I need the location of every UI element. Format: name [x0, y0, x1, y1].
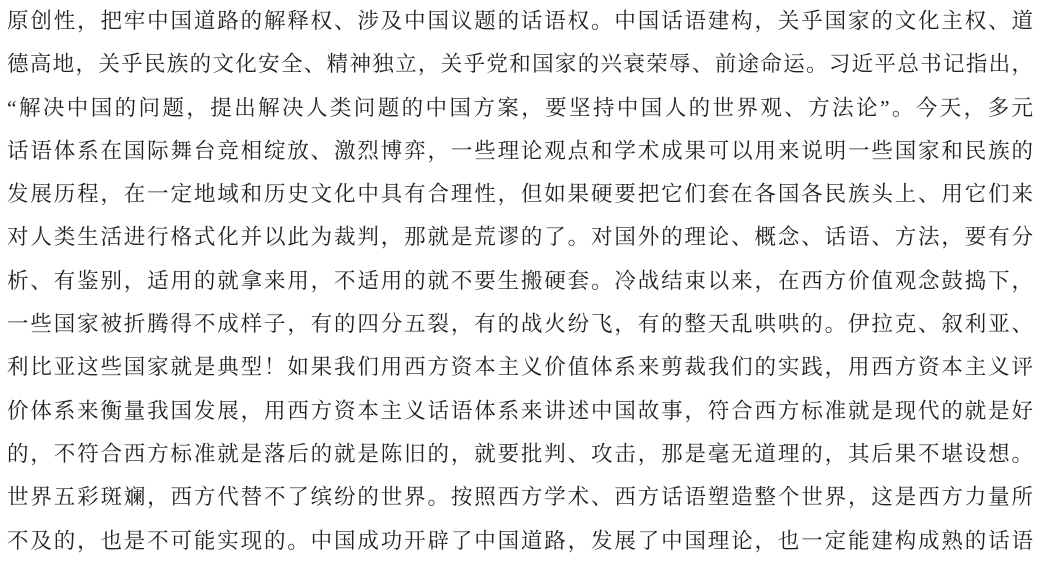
paragraph-line: 德高地，关乎民族的文化安全、精神独立，关乎党和国家的兴衰荣辱、前途命运。习近平总书记指出， [7, 52, 1033, 77]
paragraph-line: 世界五彩斑斓，西方代替不了缤纷的世界。按照西方学术、西方话语塑造整个世界，这是西方力量所 [7, 485, 1033, 510]
paragraph-line: 发展历程，在一定地域和历史文化中具有合理性，但如果硬要把它们套在各国各民族头上、用它们来 [7, 182, 1033, 207]
paragraph-line: 一些国家被折腾得不成样子，有的四分五裂，有的战火纷飞，有的整天乱哄哄的。伊拉克、叙利亚、 [7, 312, 1033, 337]
paragraph-line: 不及的，也是不可能实现的。中国成功开辟了中国道路，发展了中国理论，也一定能建构成熟的话语 [7, 528, 1033, 553]
paragraph-line: 原创性，把牢中国道路的解释权、涉及中国议题的话语权。中国话语建构，关乎国家的文化主权、道 [7, 9, 1033, 33]
paragraph-line: 话语体系在国际舞台竞相绽放、激烈博弈，一些理论观点和学术成果可以用来说明一些国家和民族的 [7, 138, 1033, 163]
paragraph-line: 的，不符合西方标准就是落后的就是陈旧的，就要批判、攻击，那是毫无道理的，其后果不堪设想。 [7, 441, 1033, 466]
paragraph-line: 利比亚这些国家就是典型！如果我们用西方资本主义价值体系来剪裁我们的实践，用西方资本主义评 [7, 355, 1033, 380]
paragraph-line: 析、有鉴别，适用的就拿来用，不适用的就不要生搬硬套。冷战结束以来，在西方价值观念鼓捣下， [7, 268, 1033, 293]
paragraph-line: 对人类生活进行格式化并以此为裁判，那就是荒谬的了。对国外的理论、概念、话语、方法，要有分 [7, 225, 1033, 250]
paragraph-line: “解决中国的问题，提出解决人类问题的中国方案，要坚持中国人的世界观、方法论”。今天，多元 [7, 95, 1033, 120]
paragraph-line: 价体系来衡量我国发展，用西方资本主义话语体系来讲述中国故事，符合西方标准就是现代的就是好 [7, 398, 1033, 423]
